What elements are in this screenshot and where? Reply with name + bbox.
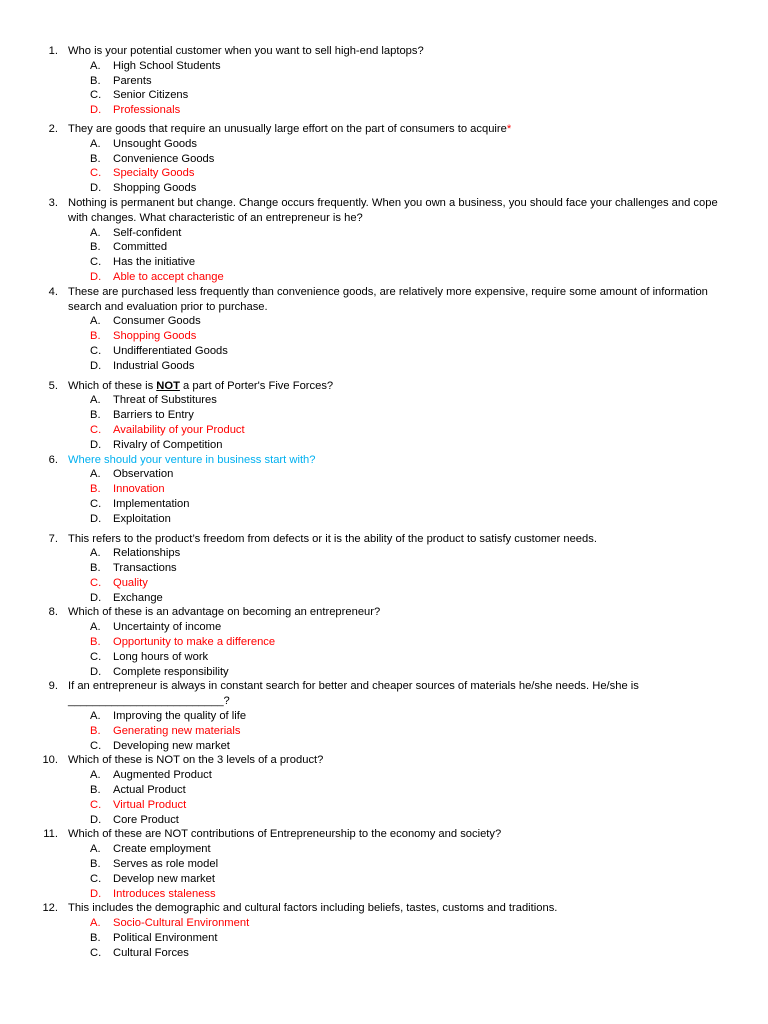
option-text: Quality	[113, 576, 148, 589]
option-letter: D.	[90, 182, 102, 195]
option	[0, 314, 768, 329]
option-letter: A.	[90, 769, 101, 782]
question-text-body: They are goods that require an unusually large effort on the part of consumers to acquire	[68, 122, 507, 135]
option-letter: C.	[90, 798, 102, 811]
option-text: Complete responsibility	[113, 665, 229, 678]
question-number: 10.	[42, 754, 58, 767]
option-letter: D.	[90, 438, 102, 451]
option-text: Observation	[113, 468, 174, 481]
option-letter: A.	[90, 315, 101, 328]
option-letter: A.	[90, 226, 101, 239]
question-text: Where should your venture in business start with?	[68, 453, 316, 466]
question-text	[68, 122, 718, 137]
question-number: 3.	[48, 196, 58, 209]
option-text: Exploitation	[113, 512, 171, 525]
option-text: Specialty Goods	[113, 167, 195, 180]
option	[0, 591, 768, 606]
option-letter: A.	[90, 468, 101, 481]
option-text: Senior Citizens	[113, 89, 189, 102]
option-text: Professionals	[113, 104, 181, 117]
option	[0, 620, 768, 635]
option-text: Actual Product	[113, 784, 186, 797]
option-letter: D.	[90, 665, 102, 678]
option	[0, 359, 768, 374]
option	[0, 931, 768, 946]
option-text: Create employment	[113, 843, 211, 856]
option	[0, 393, 768, 408]
question-5	[0, 379, 768, 453]
option-correct-answer	[0, 887, 768, 902]
question-8	[0, 605, 768, 679]
option-text: Develop new market	[113, 872, 215, 885]
option-letter: B.	[90, 152, 101, 165]
option	[0, 872, 768, 887]
question-text	[68, 679, 718, 709]
question-marker: *	[506, 122, 512, 135]
option-letter: B.	[90, 409, 101, 422]
option-text: Developing new market	[113, 739, 230, 752]
question-12	[0, 901, 768, 960]
option-letter: C.	[90, 423, 102, 436]
option-letter: A.	[90, 917, 101, 930]
option-text: Generating new materials	[113, 724, 241, 737]
option-letter: C.	[90, 497, 102, 510]
option-text: Cultural Forces	[113, 946, 189, 959]
option-letter: C.	[90, 650, 102, 663]
question-10	[0, 753, 768, 827]
option-correct-answer	[0, 635, 768, 650]
option-text: Relationships	[113, 547, 181, 560]
option	[0, 240, 768, 255]
question-number: 11.	[43, 828, 58, 841]
option-text: Innovation	[113, 483, 165, 496]
question-text: This refers to the product’s freedom from defects or it is the ability of the product to satisfy customer needs.	[68, 532, 597, 545]
option-text: Undifferentiated Goods	[113, 344, 228, 357]
option-letter: B.	[90, 74, 101, 87]
option	[0, 768, 768, 783]
option-letter: B.	[90, 784, 101, 797]
option-letter: C.	[90, 576, 102, 589]
option-correct-answer	[0, 103, 768, 118]
option-text: Introduces staleness	[113, 887, 216, 900]
question-number: 9.	[48, 680, 58, 693]
option-correct-answer	[0, 916, 768, 931]
option-correct-answer	[0, 423, 768, 438]
option-letter: A.	[90, 137, 101, 150]
option-text: Threat of Substitures	[113, 394, 217, 407]
option-text: Barriers to Entry	[113, 409, 194, 422]
option	[0, 497, 768, 512]
option	[0, 438, 768, 453]
option-correct-answer	[0, 724, 768, 739]
question-number: 12.	[42, 902, 58, 915]
question-number: 6.	[48, 453, 58, 466]
option	[0, 226, 768, 241]
option-letter: A.	[90, 843, 101, 856]
option-letter: C.	[90, 739, 102, 752]
option-text: Implementation	[113, 497, 190, 510]
option-letter: B.	[90, 932, 101, 945]
option	[0, 709, 768, 724]
option	[0, 255, 768, 270]
question-text: This includes the demographic and cultural factors including beliefs, tastes, customs and traditions.	[68, 902, 558, 915]
question-number: 5.	[48, 379, 58, 392]
option	[0, 181, 768, 196]
question-number: 1.	[48, 45, 58, 57]
option	[0, 467, 768, 482]
option-letter: D.	[90, 813, 102, 826]
option	[0, 137, 768, 152]
option-text: High School Students	[113, 59, 221, 72]
option-text: Availability of your Product	[113, 423, 245, 436]
option-letter: B.	[90, 562, 101, 575]
question-9	[0, 679, 768, 753]
option-text: Industrial Goods	[113, 359, 195, 372]
question-7	[0, 532, 768, 606]
option-letter: C.	[90, 946, 102, 959]
option-text: Augmented Product	[113, 769, 212, 782]
option	[0, 739, 768, 754]
option	[0, 546, 768, 561]
option-letter: A.	[90, 621, 101, 634]
question-6	[0, 453, 768, 527]
option-text: Unsought Goods	[113, 137, 197, 150]
question-number: 4.	[48, 285, 58, 298]
option-letter: C.	[90, 167, 102, 180]
option-text: Transactions	[113, 562, 177, 575]
option-letter: B.	[90, 724, 101, 737]
option-letter: C.	[90, 256, 102, 269]
option-text: Opportunity to make a difference	[113, 636, 276, 649]
option	[0, 561, 768, 576]
option-letter: D.	[90, 591, 102, 604]
question-text-body: If an entrepreneur is always in constant search for better and cheaper sources of materials he/she needs. He/she is	[68, 680, 639, 693]
option-text: Has the initiative	[113, 256, 196, 269]
option	[0, 783, 768, 798]
option-letter: A.	[90, 710, 101, 723]
option-text: Core Product	[113, 813, 179, 826]
option	[0, 88, 768, 103]
option	[0, 650, 768, 665]
question-text: Which of these are NOT contributions of Entrepreneurship to the economy and society?	[68, 828, 502, 841]
option-text: Consumer Goods	[113, 315, 201, 328]
option-letter: C.	[90, 344, 102, 357]
option-text: Able to accept change	[113, 270, 224, 283]
option	[0, 842, 768, 857]
option-text: Uncertainty of income	[113, 621, 222, 634]
option-text: Shopping Goods	[113, 182, 197, 195]
option	[0, 152, 768, 167]
option-letter: D.	[90, 104, 102, 117]
option-correct-answer	[0, 166, 768, 181]
option-text: Exchange	[113, 591, 163, 604]
option-letter: B.	[90, 636, 101, 649]
option	[0, 946, 768, 961]
question-text: Which of these is NOT on the 3 levels of a product?	[68, 754, 324, 767]
option	[0, 813, 768, 828]
option-correct-answer	[0, 576, 768, 591]
question-2	[0, 122, 768, 196]
option-letter: B.	[90, 330, 101, 343]
option-correct-answer	[0, 270, 768, 285]
quiz-document	[0, 44, 768, 961]
option-letter: A.	[90, 59, 101, 72]
option-text: Long hours of work	[113, 650, 209, 663]
question-number: 2.	[48, 122, 58, 135]
question-text: Nothing is permanent but change. Change occurs frequently. When you own a business, you should face your challenges and cope with changes. What characteristic of an entrepreneur is he?	[68, 196, 718, 224]
option-text: Improving the quality of life	[113, 710, 247, 723]
option-correct-answer	[0, 482, 768, 497]
option	[0, 74, 768, 89]
question-number: 8.	[48, 606, 58, 619]
option	[0, 408, 768, 423]
question-1	[0, 44, 768, 118]
option-text: Self-confident	[113, 226, 182, 239]
question-text-after: a part of Porter's Five Forces?	[179, 379, 334, 392]
option-letter: D.	[90, 512, 102, 525]
option-text: Political Environment	[113, 932, 218, 945]
answer-blank: _________________________?	[68, 695, 230, 708]
option-letter: D.	[90, 359, 102, 372]
question-text: Which of these is an advantage on becoming an entrepreneur?	[68, 606, 381, 619]
option-letter: A.	[90, 394, 101, 407]
option	[0, 512, 768, 527]
option	[0, 59, 768, 74]
option	[0, 344, 768, 359]
question-11	[0, 827, 768, 901]
option-letter: D.	[90, 270, 102, 283]
question-text	[68, 379, 718, 394]
option	[0, 857, 768, 872]
option-correct-answer	[0, 329, 768, 344]
question-text-emphasis: NOT	[156, 379, 180, 392]
option-correct-answer	[0, 798, 768, 813]
question-4	[0, 285, 768, 374]
option-letter: A.	[90, 547, 101, 560]
question-3	[0, 196, 768, 285]
question-text-before: Which of these is	[68, 379, 157, 392]
question-text: Who is your potential customer when you want to sell high-end laptops?	[68, 45, 424, 57]
question-number: 7.	[48, 532, 58, 545]
option-letter: B.	[90, 241, 101, 254]
option	[0, 665, 768, 680]
option-text: Parents	[113, 74, 152, 87]
option-letter: C.	[90, 89, 102, 102]
option-text: Committed	[113, 241, 168, 254]
option-letter: B.	[90, 483, 101, 496]
option-letter: C.	[90, 872, 102, 885]
option-text: Convenience Goods	[113, 152, 215, 165]
option-letter: D.	[90, 887, 102, 900]
option-text: Shopping Goods	[113, 330, 197, 343]
question-text: These are purchased less frequently than convenience goods, are relatively more expensive, require some amount of information search and evaluation prior to purchase.	[68, 285, 708, 313]
option-letter: B.	[90, 858, 101, 871]
option-text: Rivalry of Competition	[113, 438, 223, 451]
option-text: Virtual Product	[113, 798, 187, 811]
option-text: Socio-Cultural Environment	[113, 917, 250, 930]
option-text: Serves as role model	[113, 858, 219, 871]
